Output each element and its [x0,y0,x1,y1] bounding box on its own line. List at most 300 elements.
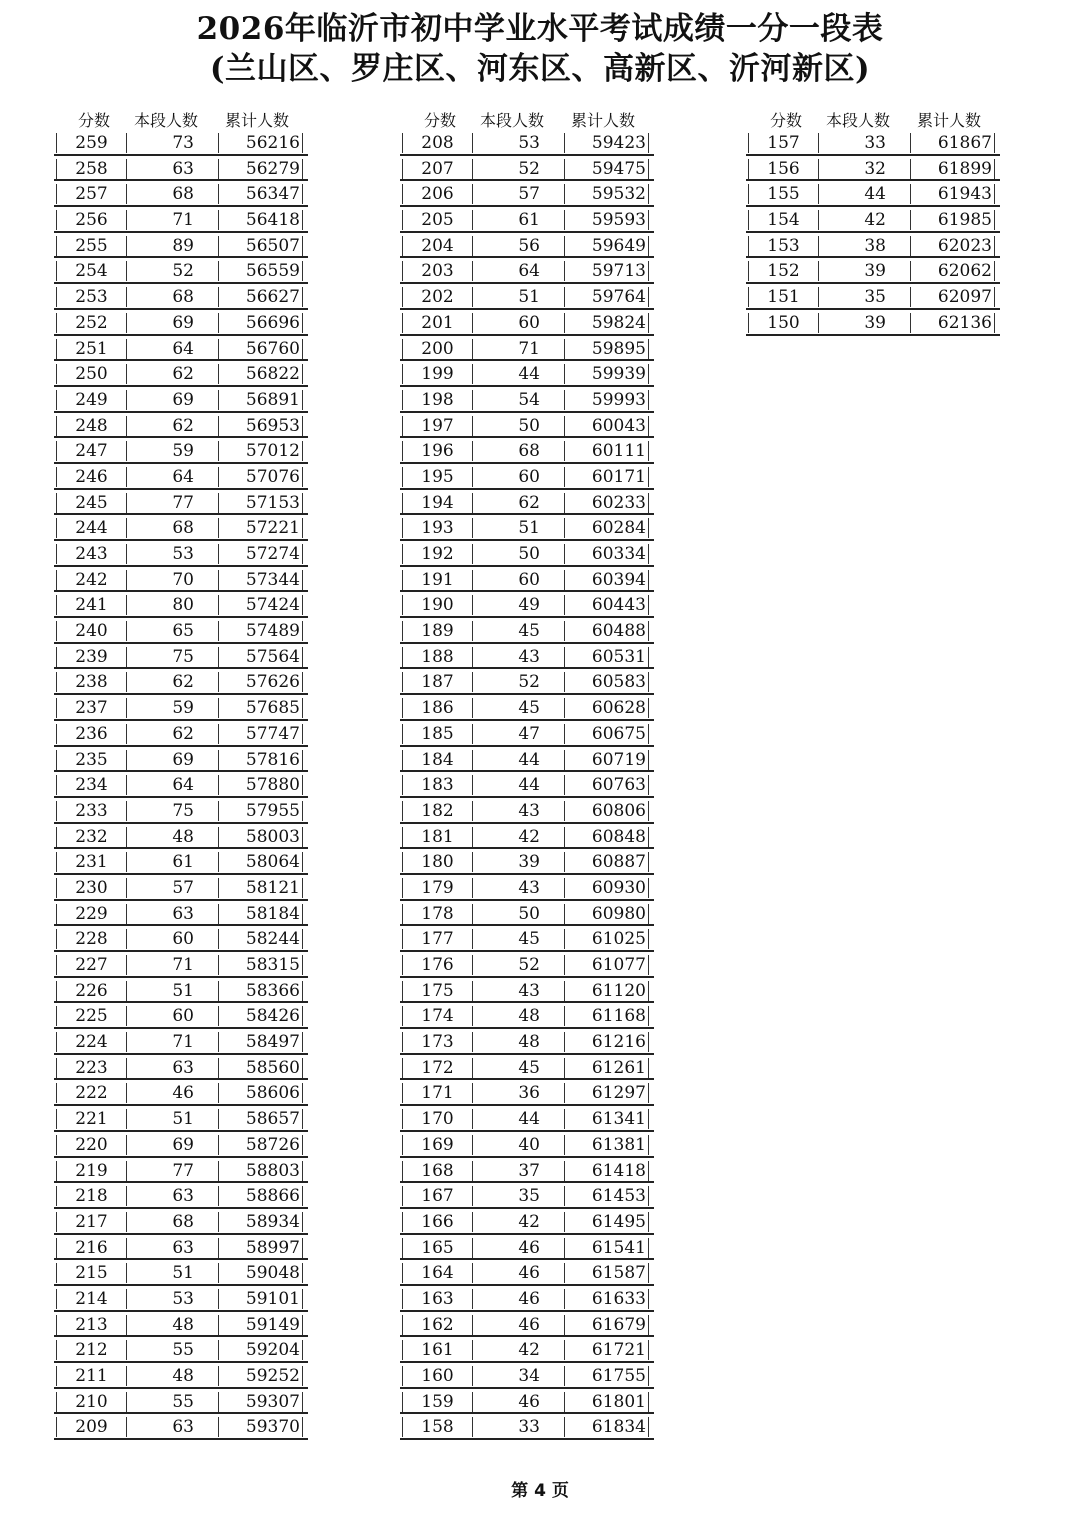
count-cell: 46 [472,1392,544,1412]
table-row [54,336,308,362]
table-row [400,387,654,413]
cumulative-cell: 61025 [564,929,649,949]
score-cell: 167 [402,1186,472,1206]
cumulative-cell: 61541 [564,1238,649,1258]
score-cell: 248 [56,416,126,436]
table-row [400,1312,654,1338]
cumulative-cell: 62062 [910,261,995,281]
count-cell: 33 [818,133,890,153]
count-cell: 63 [126,1186,198,1206]
cumulative-cell: 60334 [564,544,649,564]
count-cell: 60 [472,570,544,590]
score-cell: 156 [748,159,818,179]
table-row [54,1312,308,1338]
table-row [400,875,654,901]
cumulative-cell: 61834 [564,1417,649,1437]
cumulative-cell: 61495 [564,1212,649,1232]
score-cell: 240 [56,621,126,641]
cumulative-cell: 57564 [218,647,303,667]
table-row [54,901,308,927]
cumulative-cell: 61679 [564,1315,649,1335]
cumulative-cell: 58866 [218,1186,303,1206]
table-row [54,849,308,875]
cumulative-cell: 59307 [218,1392,303,1412]
score-cell: 184 [402,750,472,770]
score-cell: 215 [56,1263,126,1283]
score-cell: 232 [56,827,126,847]
score-cell: 179 [402,878,472,898]
score-cell: 208 [402,133,472,153]
column-header: 累计人数 [917,111,982,130]
score-cell: 199 [402,364,472,384]
count-cell: 54 [472,390,544,410]
cumulative-cell: 60719 [564,750,649,770]
cumulative-cell: 57489 [218,621,303,641]
count-cell: 46 [472,1315,544,1335]
score-table-1 [54,106,308,1440]
score-cell: 173 [402,1032,472,1052]
score-cell: 186 [402,698,472,718]
table-row [54,875,308,901]
count-cell: 59 [126,698,198,718]
table-header [746,106,1000,130]
cumulative-cell: 60443 [564,595,649,615]
cumulative-cell: 61985 [910,210,995,230]
table-row [54,1055,308,1081]
score-cell: 157 [748,133,818,153]
score-cell: 231 [56,852,126,872]
count-cell: 52 [472,955,544,975]
page-subtitle: (兰山区、罗庄区、河东区、高新区、沂河新区) [209,51,871,87]
count-cell: 40 [472,1135,544,1155]
count-cell: 69 [126,1135,198,1155]
cumulative-cell: 60233 [564,493,649,513]
count-cell: 52 [472,672,544,692]
count-cell: 68 [126,518,198,538]
cumulative-cell: 58606 [218,1083,303,1103]
score-cell: 153 [748,236,818,256]
count-cell: 63 [126,1238,198,1258]
count-cell: 64 [472,261,544,281]
table-row [54,926,308,952]
count-cell: 43 [472,981,544,1001]
table-row [54,1132,308,1158]
cumulative-cell: 58997 [218,1238,303,1258]
score-cell: 249 [56,390,126,410]
cumulative-cell: 56953 [218,416,303,436]
table-row [400,926,654,952]
table-row [54,1235,308,1261]
cumulative-cell: 59423 [564,133,649,153]
table-row [54,747,308,773]
count-cell: 46 [472,1263,544,1283]
cumulative-cell: 61168 [564,1006,649,1026]
score-cell: 252 [56,313,126,333]
count-cell: 48 [126,1366,198,1386]
table-row [746,233,1000,259]
cumulative-cell: 59824 [564,313,649,333]
score-table-3 [746,106,1000,336]
score-cell: 162 [402,1315,472,1335]
count-cell: 53 [126,1289,198,1309]
score-cell: 204 [402,236,472,256]
count-cell: 50 [472,416,544,436]
cumulative-cell: 61899 [910,159,995,179]
cumulative-cell: 61721 [564,1340,649,1360]
cumulative-cell: 58184 [218,904,303,924]
score-cell: 185 [402,724,472,744]
cumulative-cell: 59048 [218,1263,303,1283]
table-row [400,1209,654,1235]
score-cell: 209 [56,1417,126,1437]
score-cell: 225 [56,1006,126,1026]
count-cell: 46 [472,1238,544,1258]
score-cell: 205 [402,210,472,230]
score-cell: 255 [56,236,126,256]
count-cell: 45 [472,1058,544,1078]
count-cell: 70 [126,570,198,590]
table-row [400,156,654,182]
score-cell: 188 [402,647,472,667]
cumulative-cell: 57424 [218,595,303,615]
score-cell: 247 [56,441,126,461]
cumulative-cell: 61341 [564,1109,649,1129]
cumulative-cell: 61297 [564,1083,649,1103]
count-cell: 44 [818,184,890,204]
score-cell: 182 [402,801,472,821]
table-row [54,490,308,516]
cumulative-cell: 60583 [564,672,649,692]
cumulative-cell: 59475 [564,159,649,179]
count-cell: 55 [126,1340,198,1360]
table-row [54,1209,308,1235]
count-cell: 49 [472,595,544,615]
count-cell: 45 [472,698,544,718]
table-row [54,1158,308,1184]
table-row [54,361,308,387]
count-cell: 45 [472,929,544,949]
cumulative-cell: 56696 [218,313,303,333]
count-cell: 51 [126,1109,198,1129]
column-header: 本段人数 [134,111,199,130]
column-header: 分数 [424,111,457,130]
count-cell: 62 [126,416,198,436]
count-cell: 52 [126,261,198,281]
table-row [54,592,308,618]
table-row [400,541,654,567]
score-cell: 171 [402,1083,472,1103]
table-row [746,181,1000,207]
count-cell: 39 [472,852,544,872]
count-cell: 39 [818,261,890,281]
count-cell: 48 [126,827,198,847]
cumulative-cell: 56347 [218,184,303,204]
table-row [400,1389,654,1415]
score-cell: 181 [402,827,472,847]
score-cell: 189 [402,621,472,641]
cumulative-cell: 59713 [564,261,649,281]
count-cell: 80 [126,595,198,615]
score-cell: 193 [402,518,472,538]
count-cell: 62 [472,493,544,513]
page-title: 2026年临沂市初中学业水平考试成绩一分一段表 [196,11,884,47]
score-cell: 228 [56,929,126,949]
count-cell: 69 [126,390,198,410]
count-cell: 65 [126,621,198,641]
count-cell: 51 [126,1263,198,1283]
table-row [400,1414,654,1440]
cumulative-cell: 61587 [564,1263,649,1283]
table-row [400,952,654,978]
cumulative-cell: 61453 [564,1186,649,1206]
score-cell: 241 [56,595,126,615]
score-cell: 160 [402,1366,472,1386]
count-cell: 38 [818,236,890,256]
count-cell: 64 [126,467,198,487]
cumulative-cell: 62023 [910,236,995,256]
table-row [400,721,654,747]
cumulative-cell: 56760 [218,339,303,359]
count-cell: 63 [126,1417,198,1437]
score-cell: 176 [402,955,472,975]
count-cell: 60 [126,1006,198,1026]
table-row [54,310,308,336]
count-cell: 68 [126,1212,198,1232]
table-row [400,1055,654,1081]
table-row [54,772,308,798]
count-cell: 55 [126,1392,198,1412]
column-header: 累计人数 [225,111,290,130]
table-row [54,824,308,850]
score-cell: 211 [56,1366,126,1386]
cumulative-cell: 60763 [564,775,649,795]
cumulative-cell: 57747 [218,724,303,744]
table-row [54,387,308,413]
count-cell: 68 [126,287,198,307]
cumulative-cell: 62097 [910,287,995,307]
count-cell: 42 [472,1212,544,1232]
score-cell: 218 [56,1186,126,1206]
table-row [400,1158,654,1184]
table-row [400,1235,654,1261]
table-row [400,413,654,439]
cumulative-cell: 61077 [564,955,649,975]
score-cell: 229 [56,904,126,924]
cumulative-cell: 59764 [564,287,649,307]
cumulative-cell: 58934 [218,1212,303,1232]
table-row [746,156,1000,182]
table-row [400,181,654,207]
score-cell: 213 [56,1315,126,1335]
score-cell: 165 [402,1238,472,1258]
cumulative-cell: 61755 [564,1366,649,1386]
score-cell: 250 [56,364,126,384]
cumulative-cell: 57626 [218,672,303,692]
table-row [400,130,654,156]
table-row [54,130,308,156]
score-cell: 192 [402,544,472,564]
cumulative-cell: 58244 [218,929,303,949]
score-cell: 163 [402,1289,472,1309]
table-row [400,644,654,670]
cumulative-cell: 58315 [218,955,303,975]
score-cell: 150 [748,313,818,333]
count-cell: 61 [126,852,198,872]
score-cell: 236 [56,724,126,744]
cumulative-cell: 56559 [218,261,303,281]
cumulative-cell: 57153 [218,493,303,513]
score-cell: 226 [56,981,126,1001]
table-row [400,1183,654,1209]
count-cell: 32 [818,159,890,179]
count-cell: 71 [126,955,198,975]
cumulative-cell: 58803 [218,1161,303,1181]
table-row [54,978,308,1004]
table-row [54,541,308,567]
score-cell: 158 [402,1417,472,1437]
table-row [400,233,654,259]
score-cell: 210 [56,1392,126,1412]
table-row [54,1286,308,1312]
count-cell: 89 [126,236,198,256]
count-cell: 52 [472,159,544,179]
table-row [400,695,654,721]
score-cell: 259 [56,133,126,153]
count-cell: 62 [126,724,198,744]
cumulative-cell: 58560 [218,1058,303,1078]
count-cell: 48 [126,1315,198,1335]
count-cell: 44 [472,775,544,795]
cumulative-cell: 56279 [218,159,303,179]
cumulative-cell: 57880 [218,775,303,795]
score-cell: 246 [56,467,126,487]
cumulative-cell: 61261 [564,1058,649,1078]
count-cell: 57 [472,184,544,204]
table-header [400,106,654,130]
count-cell: 77 [126,493,198,513]
count-cell: 43 [472,647,544,667]
table-row [400,849,654,875]
table-row [746,207,1000,233]
table-row [400,1286,654,1312]
cumulative-cell: 57344 [218,570,303,590]
cumulative-cell: 61418 [564,1161,649,1181]
cumulative-cell: 59649 [564,236,649,256]
count-cell: 61 [472,210,544,230]
score-cell: 238 [56,672,126,692]
score-cell: 242 [56,570,126,590]
score-cell: 217 [56,1212,126,1232]
cumulative-cell: 58366 [218,981,303,1001]
table-row [400,1337,654,1363]
table-row [400,361,654,387]
cumulative-cell: 57955 [218,801,303,821]
count-cell: 69 [126,313,198,333]
table-row [400,1106,654,1132]
table-row [54,181,308,207]
table-row [400,1260,654,1286]
cumulative-cell: 61216 [564,1032,649,1052]
table-row [400,798,654,824]
count-cell: 35 [818,287,890,307]
count-cell: 56 [472,236,544,256]
score-cell: 197 [402,416,472,436]
table-row [400,464,654,490]
table-row [54,1080,308,1106]
cumulative-cell: 56216 [218,133,303,153]
table-row [400,310,654,336]
cumulative-cell: 57685 [218,698,303,718]
cumulative-cell: 60531 [564,647,649,667]
table-row [54,515,308,541]
table-row [54,207,308,233]
score-table-2 [400,106,654,1440]
count-cell: 60 [472,313,544,333]
cumulative-cell: 59895 [564,339,649,359]
cumulative-cell: 57012 [218,441,303,461]
score-cell: 206 [402,184,472,204]
cumulative-cell: 60628 [564,698,649,718]
score-cell: 256 [56,210,126,230]
score-cell: 190 [402,595,472,615]
cumulative-cell: 59204 [218,1340,303,1360]
table-row [400,567,654,593]
table-row [400,618,654,644]
count-cell: 42 [818,210,890,230]
score-cell: 251 [56,339,126,359]
table-row [400,1080,654,1106]
table-row [54,695,308,721]
table-row [54,258,308,284]
cumulative-cell: 56507 [218,236,303,256]
score-cell: 237 [56,698,126,718]
count-cell: 53 [472,133,544,153]
count-cell: 45 [472,621,544,641]
count-cell: 63 [126,1058,198,1078]
count-cell: 43 [472,878,544,898]
cumulative-cell: 61801 [564,1392,649,1412]
score-cell: 172 [402,1058,472,1078]
count-cell: 35 [472,1186,544,1206]
score-cell: 216 [56,1238,126,1258]
cumulative-cell: 58064 [218,852,303,872]
count-cell: 51 [126,981,198,1001]
count-cell: 48 [472,1006,544,1026]
count-cell: 60 [126,929,198,949]
count-cell: 42 [472,827,544,847]
cumulative-cell: 60171 [564,467,649,487]
count-cell: 62 [126,672,198,692]
cumulative-cell: 59993 [564,390,649,410]
table-row [54,464,308,490]
count-cell: 43 [472,801,544,821]
score-cell: 239 [56,647,126,667]
cumulative-cell: 60806 [564,801,649,821]
score-cell: 244 [56,518,126,538]
count-cell: 47 [472,724,544,744]
table-row [54,1389,308,1415]
count-cell: 59 [126,441,198,461]
score-cell: 245 [56,493,126,513]
cumulative-cell: 57221 [218,518,303,538]
score-cell: 201 [402,313,472,333]
cumulative-cell: 61120 [564,981,649,1001]
score-cell: 195 [402,467,472,487]
table-row [54,1029,308,1055]
score-cell: 258 [56,159,126,179]
count-cell: 77 [126,1161,198,1181]
score-cell: 169 [402,1135,472,1155]
